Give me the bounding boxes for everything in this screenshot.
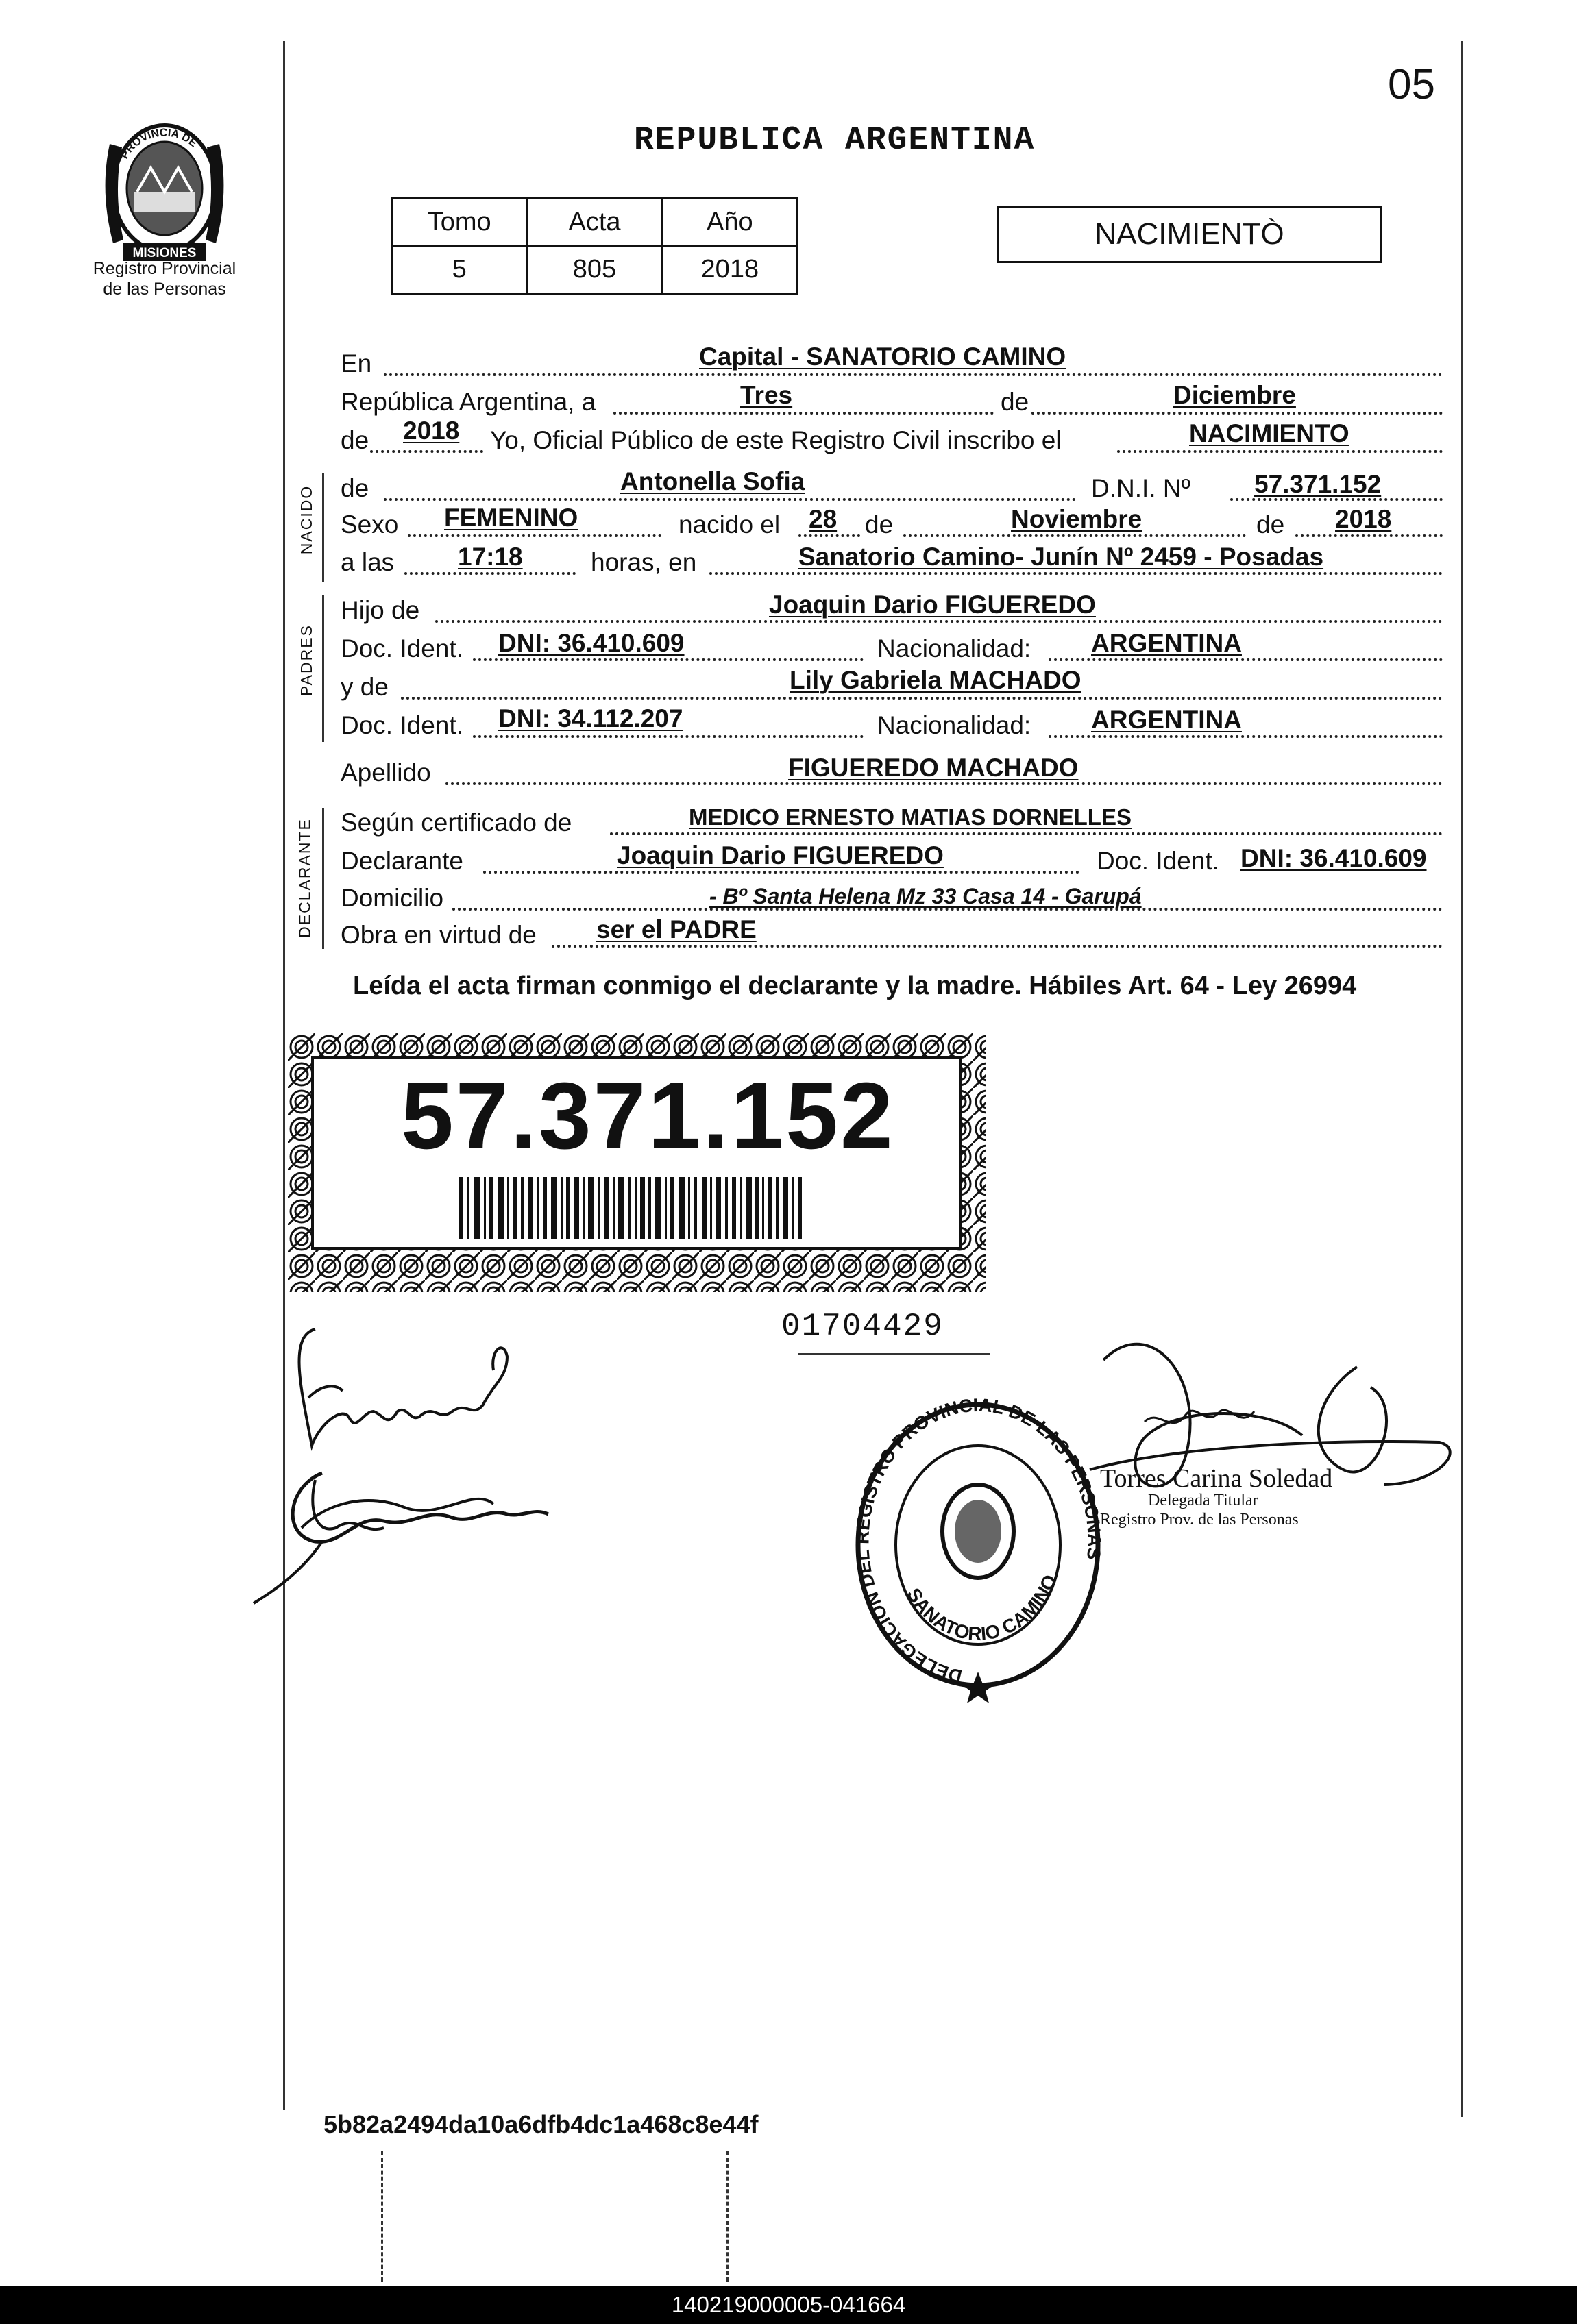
dotted-line [709, 572, 1443, 575]
value-certificate: MEDICO ERNESTO MATIAS DORNELLES [689, 804, 1132, 830]
record-value-ano: 2018 [662, 246, 797, 294]
dotted-line [1049, 735, 1443, 738]
serial-underline [798, 1353, 990, 1355]
dotted-line [408, 534, 661, 537]
dotted-line [552, 945, 1443, 948]
label-nacionalidad: Nacionalidad: [877, 634, 1031, 663]
dotted-line [473, 658, 864, 661]
value-surname: FIGUEREDO MACHADO [788, 754, 1079, 782]
dotted-line [384, 373, 1443, 376]
value-child-name: Antonella Sofia [620, 467, 805, 495]
record-header-tomo: Tomo [392, 199, 527, 247]
label-de: de [341, 474, 369, 502]
label-dni-no: D.N.I. Nº [1091, 474, 1191, 502]
value-sex: FEMENINO [444, 504, 578, 532]
right-margin-line [1461, 41, 1463, 2117]
value-place: Capital - SANATORIO CAMINO [699, 343, 1066, 371]
dotted-line [1049, 658, 1443, 661]
section-divider-padres [322, 595, 324, 742]
section-label-declarante: DECLARANTE [295, 818, 314, 938]
official-stamp [850, 1398, 1107, 1706]
label-sexo: Sexo [341, 510, 399, 539]
seal-bottom-text: MISIONES [132, 246, 197, 260]
label-doc-ident: Doc. Ident. [341, 634, 463, 663]
record-type-box: NACIMIENTÒ [997, 206, 1382, 263]
value-birth-time: 17:18 [458, 543, 523, 571]
logo-caption-line2: de las Personas [103, 280, 226, 299]
dotted-line [384, 498, 1076, 501]
section-label-padres: PADRES [297, 624, 315, 696]
label-republica: República Argentina, a [341, 388, 596, 416]
value-month: Diciembre [1173, 381, 1296, 409]
dotted-line [445, 782, 1443, 785]
dotted-line [473, 735, 864, 738]
value-birth-day: 28 [809, 505, 838, 533]
closing-statement: Leída el acta firman conmigo el declarante y la madre. Hábiles Art. 64 - Ley 26994 [353, 972, 1357, 1000]
value-act-type: NACIMIENTO [1189, 419, 1349, 447]
label-declarante: Declarante [341, 847, 463, 875]
fold-line-center [726, 2151, 729, 2282]
section-divider-declarante [322, 808, 324, 949]
value-mother-nationality: ARGENTINA [1091, 706, 1242, 734]
label-de: de [865, 510, 894, 539]
logo-caption [65, 258, 264, 299]
stamp-ring-text: DELEGACION DEL REGISTRO PROVINCIAL DE LAS PERSONAS [852, 1398, 1105, 1687]
official-title: Delegada Titular [1148, 1492, 1258, 1509]
value-declarant-name: Joaquin Dario FIGUEREDO [617, 841, 944, 869]
record-value-acta: 805 [527, 246, 662, 294]
value-child-dni: 57.371.152 [1254, 470, 1382, 498]
seal-top-text: PROVINCIA DE [119, 127, 199, 161]
dotted-line [610, 832, 1443, 835]
logo-caption-line1: Registro Provincial [93, 259, 236, 278]
svg-text:SANATORIO CAMINO [903, 1572, 1061, 1645]
label-nacido-el: nacido el [679, 510, 781, 539]
dotted-line [613, 412, 994, 415]
country-title: REPUBLICA ARGENTINA [634, 122, 1036, 159]
left-margin-line [283, 41, 285, 2110]
footer-code-bar [0, 2286, 1577, 2324]
dotted-line [483, 871, 1079, 874]
serial-number: 01704429 [781, 1309, 944, 1344]
section-label-nacido: NACIDO [297, 484, 315, 555]
declarant-signatures [247, 1309, 603, 1617]
dni-number: 57.371.152 [401, 1063, 895, 1169]
value-day-words: Tres [740, 381, 793, 409]
official-signature [1083, 1326, 1453, 1572]
value-capacity: ser el PADRE [596, 915, 757, 943]
dotted-line [1295, 534, 1443, 537]
value-year: 2018 [403, 417, 460, 445]
label-yo-oficial: Yo, Oficial Público de este Registro Civil inscribo el [490, 426, 1062, 454]
value-birth-place: Sanatorio Camino- Junín Nº 2459 - Posadas [798, 543, 1324, 571]
label-en: En [341, 349, 372, 378]
official-name: Torres Carina Soledad [1100, 1464, 1333, 1493]
dotted-line [401, 697, 1443, 700]
provincial-seal-logo [96, 103, 233, 264]
label-doc-ident: Doc. Ident. [341, 711, 463, 739]
label-de: de [341, 426, 369, 454]
value-father-name: Joaquin Dario FIGUEREDO [769, 591, 1096, 619]
label-hijo-de: Hijo de [341, 596, 420, 624]
fold-line-left [381, 2151, 383, 2282]
label-y-de: y de [341, 673, 389, 701]
value-declarant-doc: DNI: 36.410.609 [1240, 844, 1427, 872]
dotted-line [370, 450, 483, 453]
record-header-ano: Año [662, 199, 797, 247]
dotted-line [404, 572, 576, 575]
document-hash: 5b82a2494da10a6dfb4dc1a468c8e44f [323, 2110, 759, 2138]
value-mother-name: Lily Gabriela MACHADO [790, 666, 1081, 694]
label-a-las: a las [341, 548, 395, 576]
section-divider-nacido [322, 473, 324, 582]
value-father-nationality: ARGENTINA [1091, 629, 1242, 657]
dotted-line [1117, 450, 1443, 453]
record-value-tomo: 5 [392, 246, 527, 294]
label-domicilio: Domicilio [341, 884, 444, 912]
page-number: 05 [1388, 61, 1435, 108]
value-birth-year: 2018 [1335, 505, 1392, 533]
record-header-acta: Acta [527, 199, 662, 247]
label-obra-en-virtud: Obra en virtud de [341, 921, 537, 949]
value-address: - Bº Santa Helena Mz 33 Casa 14 - Garupá [709, 884, 1142, 908]
value-birth-month: Noviembre [1011, 505, 1142, 533]
record-table [391, 197, 798, 295]
footer-code: 140219000005-041664 [671, 2292, 906, 2317]
dotted-line [798, 534, 860, 537]
stamp-inner-text: SANATORIO CAMINO [903, 1571, 1062, 1645]
label-de: de [1001, 388, 1029, 416]
dotted-line [435, 620, 1443, 623]
value-mother-dni: DNI: 34.112.207 [498, 704, 683, 732]
label-horas-en: horas, en [591, 548, 697, 576]
official-office: Registro Prov. de las Personas [1100, 1511, 1299, 1529]
label-de: de [1256, 510, 1285, 539]
dotted-line [903, 534, 1246, 537]
value-father-dni: DNI: 36.410.609 [498, 629, 685, 657]
label-doc-ident: Doc. Ident. [1097, 847, 1219, 875]
label-nacionalidad: Nacionalidad: [877, 711, 1031, 739]
label-segun-certificado: Según certificado de [341, 808, 572, 837]
label-apellido: Apellido [341, 758, 431, 787]
dotted-line [1031, 412, 1443, 415]
